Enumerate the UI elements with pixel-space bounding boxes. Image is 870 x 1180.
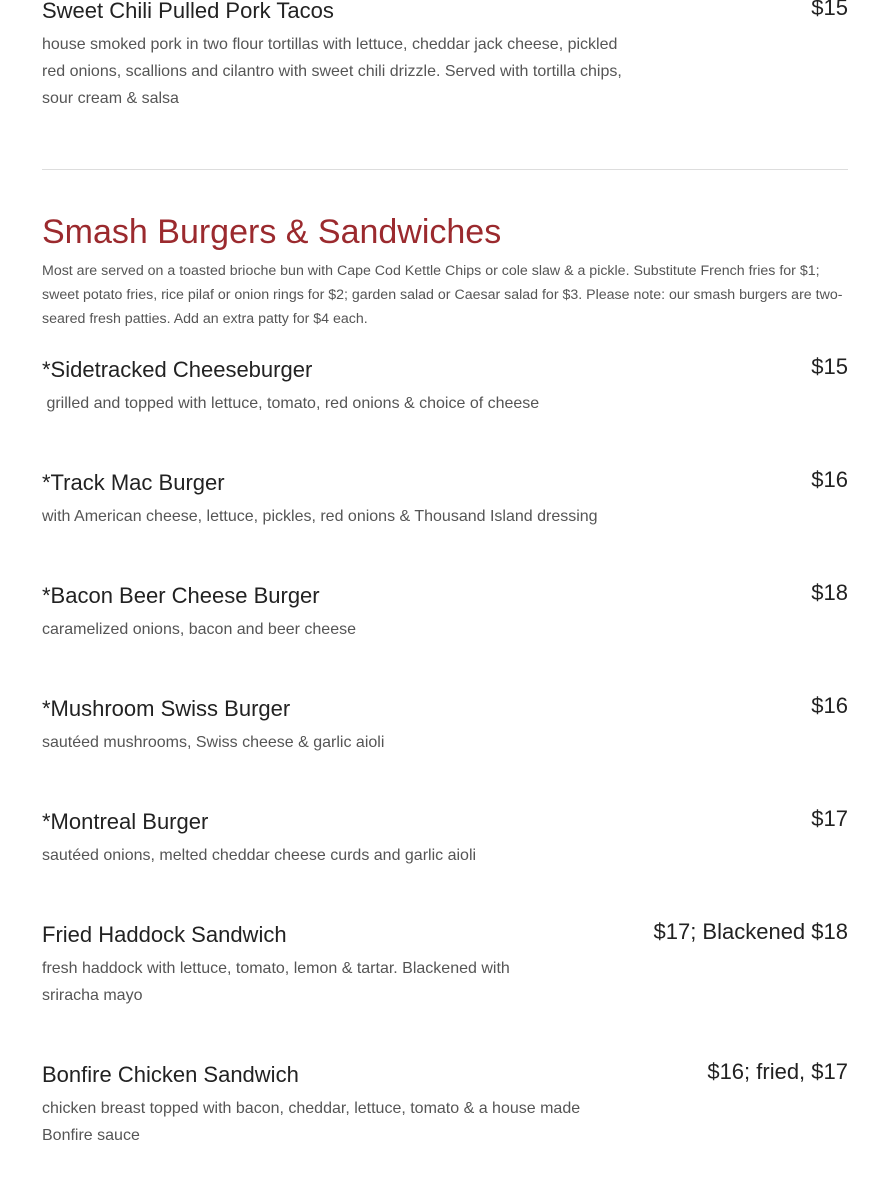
menu-item-price: $17 xyxy=(811,806,848,831)
menu-item-description: sautéed onions, melted cheddar cheese curds and garlic aioli xyxy=(42,847,477,864)
menu-item-price: $17; Blackened $18 xyxy=(653,919,848,944)
menu-item-description: with American cheese, lettuce, pickles, red onions & Thousand Island dressing xyxy=(42,508,598,525)
menu-item-name: *Mushroom Swiss Burger xyxy=(42,696,291,721)
menu-item-description: fresh haddock with lettuce, tomato, lemon & tartar. Blackened with sriracha mayo xyxy=(42,960,510,1004)
menu-item-price: $16 xyxy=(811,467,848,492)
section-divider xyxy=(42,169,848,170)
menu-item-price: $16 xyxy=(811,693,848,718)
section-title: Smash Burgers & Sandwiches xyxy=(42,213,502,251)
menu-item-name: *Montreal Burger xyxy=(42,809,209,834)
section-intro: Most are served on a toasted brioche bun with Cape Cod Kettle Chips or cole slaw & a pickle. Substitute French fries for $1; sweet potato fries, rice pilaf or onion rings for $2; garden salad or Caesar salad for $3. Please note: our smash burgers are two-seared fresh patties. Add an extra patty for $4 each. xyxy=(42,263,843,327)
menu-item-name: Sweet Chili Pulled Pork Tacos xyxy=(42,0,334,23)
menu-item-price: $16; fried, $17 xyxy=(707,1059,848,1084)
menu-item-name: *Track Mac Burger xyxy=(42,470,225,495)
menu-item-description: caramelized onions, bacon and beer cheese xyxy=(42,621,356,638)
menu-item-description: sautéed mushrooms, Swiss cheese & garlic aioli xyxy=(42,734,385,751)
menu-item-description: house smoked pork in two flour tortillas with lettuce, cheddar jack cheese, pickled red onions, scallions and cilantro with sweet chili drizzle. Served with tortilla chips, sour cream & salsa xyxy=(42,36,622,107)
menu-item-price: $15 xyxy=(811,354,848,379)
menu-item-description: grilled and topped with lettuce, tomato, red onions & choice of cheese xyxy=(46,395,540,412)
menu-item-price: $15 xyxy=(811,0,848,20)
menu-item-description: chicken breast topped with bacon, cheddar, lettuce, tomato & a house made Bonfire sauce xyxy=(42,1100,581,1144)
menu-item-name: Bonfire Chicken Sandwich xyxy=(42,1062,299,1087)
menu-item-name: Fried Haddock Sandwich xyxy=(42,922,287,947)
menu-item-name: *Bacon Beer Cheese Burger xyxy=(42,583,320,608)
menu-item-name: *Sidetracked Cheeseburger xyxy=(42,357,313,382)
menu-item-price: $18 xyxy=(811,580,848,605)
